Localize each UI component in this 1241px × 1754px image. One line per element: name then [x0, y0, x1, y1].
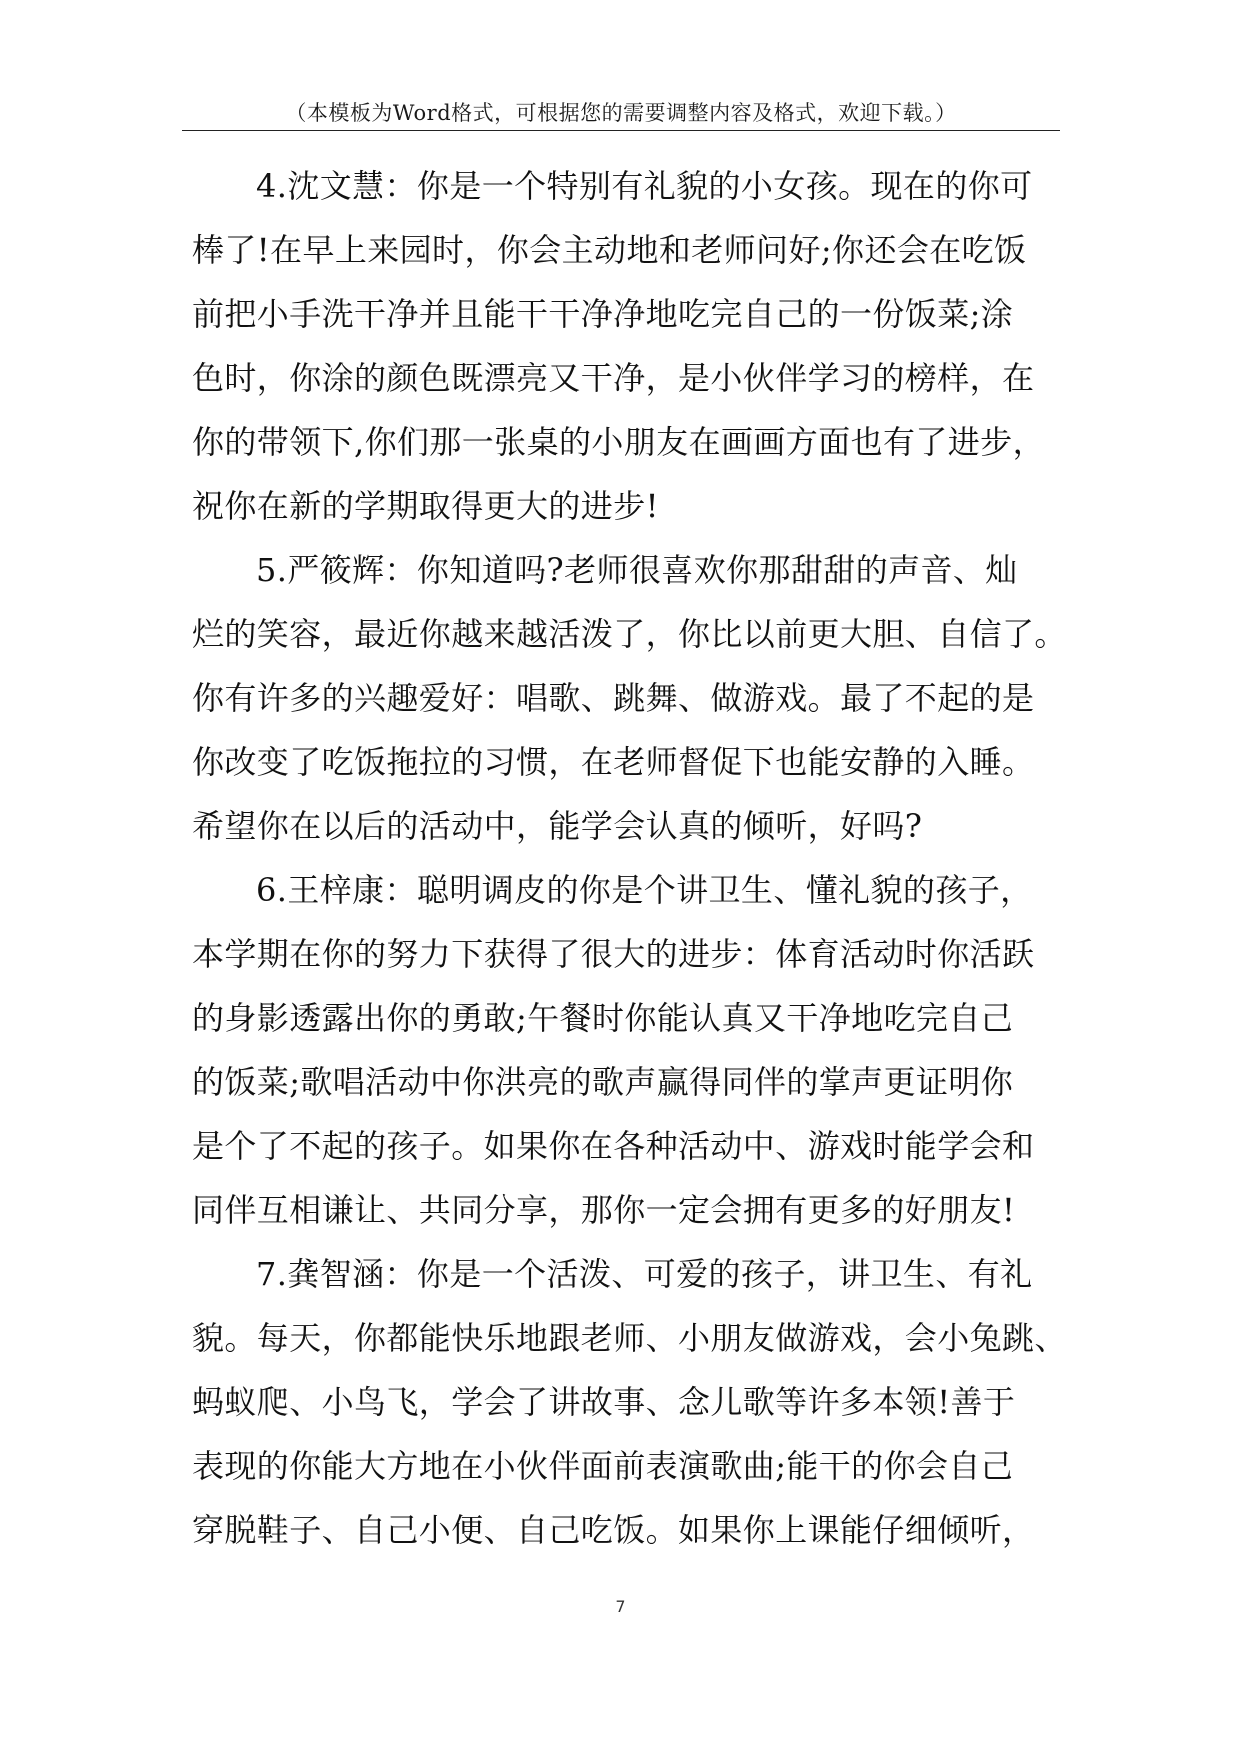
- paragraph-line: 色时，你涂的颜色既漂亮又干净，是小伙伴学习的榜样，在: [192, 359, 1035, 397]
- paragraph-line: 表现的你能大方地在小伙伴面前表演歌曲;能干的你会自己: [192, 1447, 1014, 1485]
- paragraph-line: 6.王梓康：聪明调皮的你是个讲卫生、懂礼貌的孩子，: [256, 871, 1033, 909]
- paragraph-line: 前把小手洗干净并且能干干净净地吃完自己的一份饭菜;涂: [192, 295, 1014, 333]
- document-body: [192, 154, 1067, 1562]
- paragraph-line: 4.沈文慧：你是一个特别有礼貌的小女孩。现在的你可: [256, 167, 1033, 205]
- paragraph-line: 棒了!在早上来园时，你会主动地和老师问好;你还会在吃饭: [192, 231, 1027, 269]
- paragraph-line: 本学期在你的努力下获得了很大的进步：体育活动时你活跃: [192, 935, 1035, 973]
- paragraph-line: 的饭菜;歌唱活动中你洪亮的歌声赢得同伴的掌声更证明你: [192, 1063, 1014, 1101]
- paragraph-line: 你改变了吃饭拖拉的习惯，在老师督促下也能安静的入睡。: [192, 743, 1035, 781]
- paragraph-line: 5.严筱辉：你知道吗?老师很喜欢你那甜甜的声音、灿: [256, 551, 1018, 589]
- paragraph-line: 是个了不起的孩子。如果你在各种活动中、游戏时能学会和: [192, 1127, 1035, 1165]
- paragraph-line: 的身影透露出你的勇敢;午餐时你能认真又干净地吃完自己: [192, 999, 1014, 1037]
- paragraph-line: 烂的笑容，最近你越来越活泼了，你比以前更大胆、自信了。: [192, 615, 1067, 653]
- header-divider: [182, 130, 1060, 131]
- paragraph-line: 蚂蚁爬、小鸟飞，学会了讲故事、念儿歌等许多本领!善于: [192, 1383, 1016, 1421]
- paragraph-line: 穿脱鞋子、自己小便、自己吃饭。如果你上课能仔细倾听，: [192, 1511, 1035, 1549]
- paragraph-line: 你的带领下,你们那一张桌的小朋友在画画方面也有了进步，: [192, 423, 1045, 461]
- page-header: （本模板为Word格式，可根据您的需要调整内容及格式，欢迎下载。）: [285, 101, 957, 125]
- paragraph-line: 同伴互相谦让、共同分享，那你一定会拥有更多的好朋友!: [192, 1191, 1016, 1229]
- paragraph-line: 7.龚智涵：你是一个活泼、可爱的孩子，讲卫生、有礼: [256, 1255, 1033, 1293]
- paragraph-line: 貌。每天，你都能快乐地跟老师、小朋友做游戏，会小兔跳、: [192, 1319, 1067, 1357]
- paragraph-line: 希望你在以后的活动中，能学会认真的倾听，好吗?: [192, 807, 923, 845]
- page-number: 7: [615, 1597, 626, 1616]
- paragraph-line: 你有许多的兴趣爱好：唱歌、跳舞、做游戏。最了不起的是: [192, 679, 1035, 717]
- paragraph-line: 祝你在新的学期取得更大的进步!: [192, 487, 659, 525]
